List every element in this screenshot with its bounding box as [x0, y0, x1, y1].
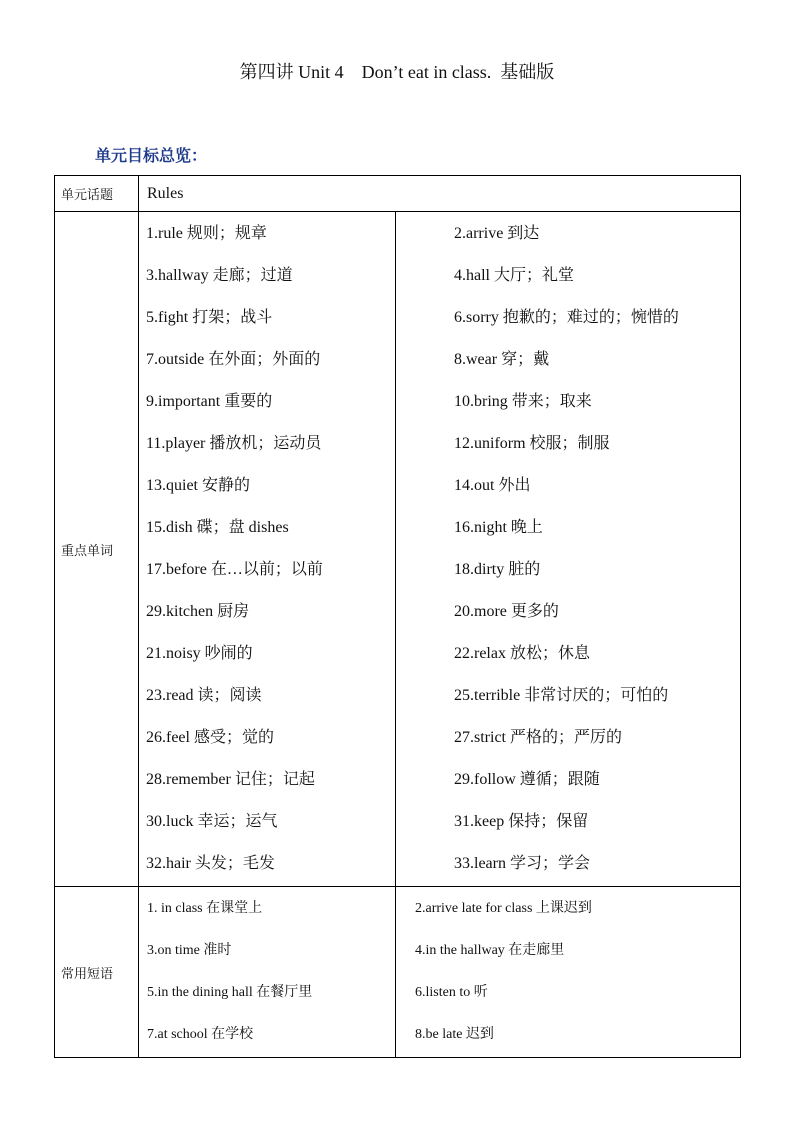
list-item: 5.in the dining hall 在餐厅里	[147, 985, 313, 1000]
phrases-right-cell	[396, 887, 741, 1058]
phrases-left-cell	[139, 887, 396, 1058]
list-item: 5.fight 打架；战斗	[146, 309, 273, 326]
list-item: 27.strict 严格的；严厉的	[454, 729, 622, 746]
list-item: 31.keep 保持；保留	[454, 813, 589, 830]
section-heading: 单元目标总览：	[95, 146, 208, 165]
list-item: 6.sorry 抱歉的；难过的；惋惜的	[454, 309, 679, 326]
list-item: 6.listen to 听	[415, 985, 488, 1000]
list-item: 14.out 外出	[454, 477, 531, 494]
list-item: 21.noisy 吵闹的	[146, 645, 253, 662]
phrases-right-list	[396, 888, 740, 1056]
list-item: 32.hair 头发；毛发	[146, 855, 275, 872]
list-item: 17.before 在…以前；以前	[146, 561, 323, 578]
phrases-left-list	[139, 888, 395, 1056]
phrases-label: 常用短语	[55, 887, 139, 1058]
list-item: 20.more 更多的	[454, 603, 559, 620]
list-item: 25.terrible 非常讨厌的；可怕的	[454, 687, 669, 704]
list-item: 7.at school 在学校	[147, 1027, 254, 1042]
topic-value: Rules	[139, 176, 741, 212]
list-item: 18.dirty 脏的	[454, 561, 541, 578]
list-item: 12.uniform 校服；制服	[454, 435, 610, 452]
list-item: 23.read 读；阅读	[146, 687, 262, 704]
list-item: 29.kitchen 厨房	[146, 603, 250, 620]
key-words-right-cell	[396, 212, 741, 887]
unit-overview-table	[54, 175, 741, 1058]
list-item: 4.in the hallway 在走廊里	[415, 943, 565, 958]
list-item: 9.important 重要的	[146, 393, 273, 410]
key-words-left-list	[139, 213, 395, 885]
list-item: 11.player 播放机；运动员	[146, 435, 322, 452]
list-item: 15.dish 碟；盘 dishes	[146, 519, 289, 536]
key-words-row	[55, 212, 741, 887]
list-item: 2.arrive late for class 上课迟到	[415, 901, 592, 916]
list-item: 4.hall 大厅；礼堂	[454, 267, 574, 284]
list-item: 8.wear 穿；戴	[454, 351, 550, 368]
list-item: 7.outside 在外面；外面的	[146, 351, 321, 368]
list-item: 13.quiet 安静的	[146, 477, 250, 494]
phrases-row	[55, 887, 741, 1058]
key-words-right-list	[396, 213, 740, 885]
list-item: 1. in class 在课堂上	[147, 901, 263, 916]
list-item: 16.night 晚上	[454, 519, 543, 536]
list-item: 29.follow 遵循；跟随	[454, 771, 600, 788]
key-words-label: 重点单词	[55, 212, 139, 887]
list-item: 1.rule 规则；规章	[146, 225, 267, 242]
list-item: 3.hallway 走廊；过道	[146, 267, 293, 284]
list-item: 3.on time 准时	[147, 943, 232, 958]
list-item: 33.learn 学习；学会	[454, 855, 590, 872]
list-item: 8.be late 迟到	[415, 1027, 494, 1042]
list-item: 2.arrive 到达	[454, 225, 540, 242]
list-item: 26.feel 感受；觉的	[146, 729, 274, 746]
list-item: 30.luck 幸运；运气	[146, 813, 278, 830]
topic-label: 单元话题	[55, 176, 139, 212]
document-title: 第四讲 Unit 4 Don’t eat in class. 基础版	[239, 62, 555, 82]
topic-row	[55, 176, 741, 212]
list-item: 10.bring 带来；取来	[454, 393, 592, 410]
key-words-left-cell	[139, 212, 396, 887]
list-item: 28.remember 记住；记起	[146, 771, 315, 788]
list-item: 22.relax 放松；休息	[454, 645, 590, 662]
